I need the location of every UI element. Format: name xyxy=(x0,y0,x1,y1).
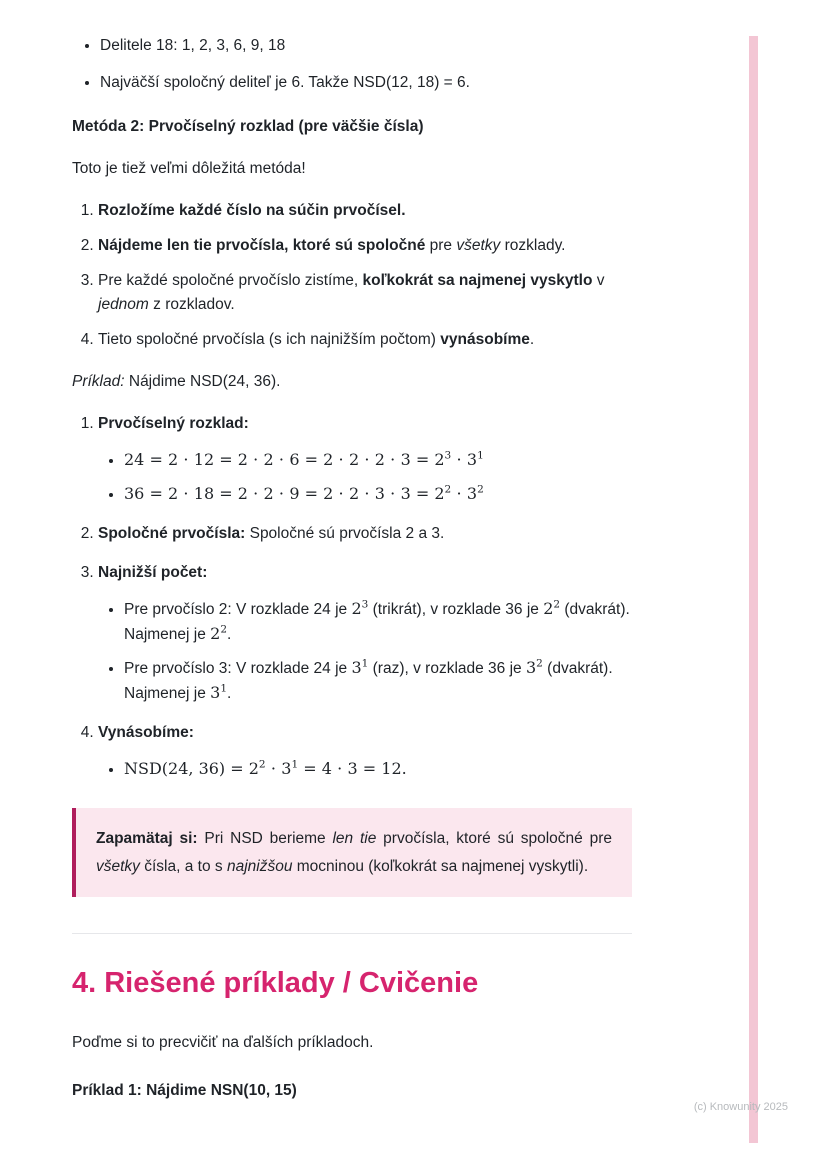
math-segment: 3 xyxy=(210,683,221,703)
exponent: 1 xyxy=(361,657,369,670)
step-item-2 xyxy=(98,234,632,258)
text-segment: z rozkladov. xyxy=(148,296,235,314)
worked-step-3 xyxy=(98,561,632,706)
text-segment: pre xyxy=(425,237,457,255)
math-segment: ⋅ 3 xyxy=(265,759,292,779)
math-segment: 2 xyxy=(351,599,362,619)
worked-step-2 xyxy=(98,522,632,546)
factorization-sublist xyxy=(98,448,632,507)
step-item-1 xyxy=(98,199,632,223)
italic-segment: najnižšou xyxy=(226,857,293,875)
text-segment: Tieto spoločné prvočísla (s ich najnižším počtom) xyxy=(98,331,441,349)
math-segment: = 4 ⋅ 3 = 12. xyxy=(298,759,407,779)
italic-segment: všetky xyxy=(96,857,140,875)
exponent: 2 xyxy=(444,483,452,496)
math-segment: 24 = 2 ⋅ 12 = 2 ⋅ 2 ⋅ 6 = 2 ⋅ 2 ⋅ 2 ⋅ 3 = 2 xyxy=(124,450,445,470)
section-divider xyxy=(72,933,632,934)
exponent: 2 xyxy=(220,623,228,636)
callout-text xyxy=(96,825,612,880)
worked-step-1 xyxy=(98,412,632,507)
math-list-item-result xyxy=(124,757,632,782)
text-segment: . xyxy=(227,626,232,644)
method2-steps-list xyxy=(72,199,632,352)
math-expression xyxy=(124,759,407,778)
text-segment: (dvakrát). Najmenej je xyxy=(124,601,630,644)
exponent: 2 xyxy=(553,598,561,611)
bold-segment: Nájdeme len tie prvočísla, ktoré sú spoločné xyxy=(98,237,426,255)
italic-segment: jednom xyxy=(98,296,149,314)
math-segment: ⋅ 3 xyxy=(451,450,478,470)
math-list-item-24 xyxy=(124,448,632,473)
lowest-count-sublist xyxy=(98,597,632,706)
exponent: 3 xyxy=(361,598,369,611)
text-segment: prvočísla, ktoré sú spoločné pre xyxy=(376,830,613,848)
list-item-nsd-result xyxy=(100,71,632,95)
worked-solution-list xyxy=(72,412,632,782)
math-list-item-36 xyxy=(124,482,632,507)
math-expression xyxy=(210,624,227,643)
math-segment: 2 xyxy=(543,599,554,619)
text-segment: čísla, a to s xyxy=(139,857,227,875)
math-expression xyxy=(543,599,560,618)
text-segment: rozklady. xyxy=(500,237,566,255)
step-item-3 xyxy=(98,269,632,317)
page-edge-stripe xyxy=(749,36,758,1143)
text-segment: (trikrát), v rozklade 36 je xyxy=(368,601,544,619)
math-segment: 3 xyxy=(525,658,537,678)
exponent: 2 xyxy=(258,758,266,771)
math-segment: 3 xyxy=(351,658,362,678)
text-segment: Spoločné sú prvočísla 2 a 3. xyxy=(245,525,445,543)
math-expression xyxy=(351,599,368,618)
math-expression xyxy=(124,450,484,469)
text-segment: Pre každé spoločné prvočíslo zistíme, xyxy=(98,272,363,290)
bold-segment: koľkokrát sa najmenej vyskytlo xyxy=(362,272,593,290)
math-segment: 36 = 2 ⋅ 18 = 2 ⋅ 2 ⋅ 9 = 2 ⋅ 2 ⋅ 3 ⋅ 3 = 2 xyxy=(124,484,445,504)
math-segment: NSD(24, 36) = 2 xyxy=(124,759,259,779)
text-segment: v xyxy=(592,272,605,290)
bold-segment: Spoločné prvočísla: xyxy=(98,525,246,543)
math-expression xyxy=(124,484,484,503)
text-segment: Pri NSD berieme xyxy=(197,830,333,848)
exponent: 1 xyxy=(291,758,299,771)
math-expression xyxy=(210,683,227,702)
worked-step-4 xyxy=(98,721,632,782)
method2-heading: Metóda 2: Prvočíselný rozklad (pre väčšie čísla) xyxy=(72,118,424,136)
bold-segment: vynásobíme xyxy=(440,331,530,349)
document-content xyxy=(72,34,632,1103)
italic-segment: všetky xyxy=(456,237,501,255)
text-segment: Delitele 18: 1, 2, 3, 6, 9, 18 xyxy=(100,37,286,54)
list-item-prime-3 xyxy=(124,656,632,706)
exponent: 3 xyxy=(444,449,452,462)
text-segment: (dvakrát). Najmenej je xyxy=(124,660,613,703)
watermark: (c) Knowunity 2025 xyxy=(693,1101,788,1113)
list-item-prime-2 xyxy=(124,597,632,647)
text-segment: Nájdime NSD(24, 36). xyxy=(124,373,281,391)
text-segment: Pre prvočíslo 3: V rozklade 24 je xyxy=(124,660,352,678)
text-segment: (raz), v rozklade 36 je xyxy=(368,660,526,678)
text-segment: Najväčší spoločný deliteľ je 6. Takže NSD(12, 18) = 6. xyxy=(100,74,470,92)
intro-paragraph: Toto je tiež veľmi dôležitá metóda! xyxy=(72,160,306,178)
remember-callout xyxy=(72,808,632,897)
math-expression xyxy=(351,658,368,677)
italic-segment: Príklad: xyxy=(72,373,125,391)
divisors-bullet-list xyxy=(72,34,632,95)
exponent: 2 xyxy=(477,483,484,496)
text-segment: . xyxy=(227,685,232,703)
bold-segment: Zapamätaj si: xyxy=(96,830,198,848)
practice-intro: Poďme si to precvičiť na ďalších príkladoch. xyxy=(72,1034,374,1052)
math-expression xyxy=(526,658,543,677)
bold-segment: Najnižší počet: xyxy=(98,564,208,582)
math-segment: ⋅ 3 xyxy=(451,484,478,504)
step-item-4 xyxy=(98,328,632,352)
text-segment: Pre prvočíslo 2: V rozklade 24 je xyxy=(124,601,352,619)
italic-segment: len tie xyxy=(332,830,377,848)
exponent: 2 xyxy=(536,657,543,670)
text-segment: mocninou (koľkokrát sa najmenej vyskytli). xyxy=(292,857,589,875)
exponent: 1 xyxy=(477,449,484,462)
result-sublist xyxy=(98,757,632,782)
example-paragraph xyxy=(72,370,632,394)
list-item-divisors-18 xyxy=(100,34,632,58)
bold-segment: Prvočíselný rozklad: xyxy=(98,415,249,433)
example1-heading: Príklad 1: Nájdime NSN(10, 15) xyxy=(72,1082,297,1100)
text-segment: . xyxy=(529,331,535,349)
bold-segment: Vynásobíme: xyxy=(98,724,194,742)
exponent: 1 xyxy=(220,682,228,695)
section-heading: 4. Riešené príklady / Cvičenie xyxy=(72,967,479,1000)
math-segment: 2 xyxy=(210,624,221,644)
bold-segment: Rozložíme každé číslo na súčin prvočísel. xyxy=(98,202,406,220)
